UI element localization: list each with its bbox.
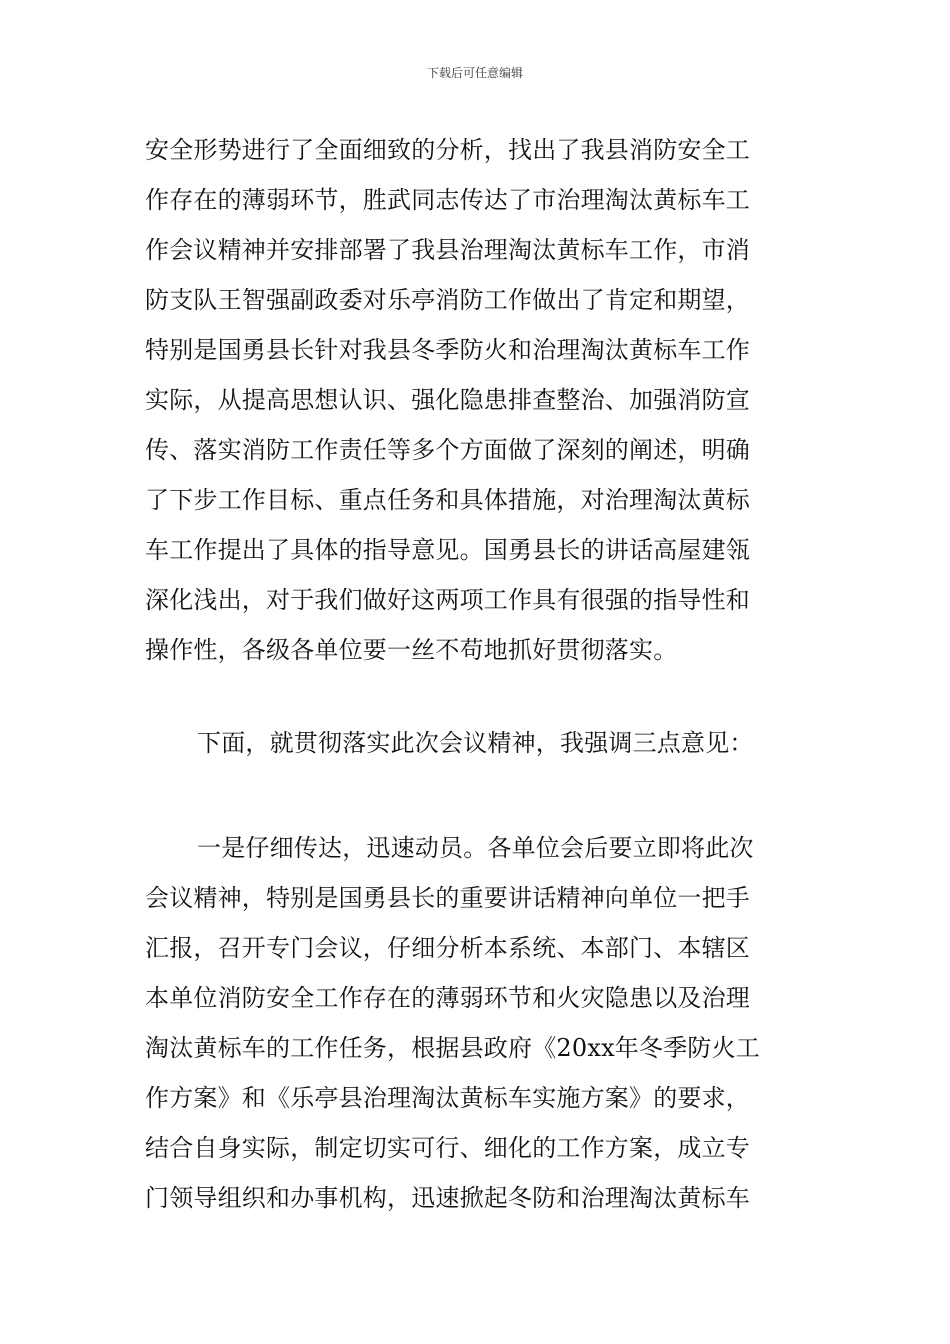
text-line: 传、落实消防工作责任等多个方面做了深刻的阐述，明确 [145,436,750,464]
text-line: 会议精神，特别是国勇县长的重要讲话精神向单位一把手 [145,884,750,912]
text-line: 汇报，召开专门会议，仔细分析本系统、本部门、本辖区 [145,934,750,962]
text-line: 安全形势进行了全面细致的分析，找出了我县消防安全工 [145,136,750,164]
text-line: 门领导组织和办事机构，迅速掀起冬防和治理淘汰黄标车 [145,1184,750,1212]
text-line: 下面，就贯彻落实此次会议精神，我强调三点意见： [197,729,754,757]
text-line: 车工作提出了具体的指导意见。国勇县长的讲话高屋建瓴 [145,536,750,564]
text-line: 实际，从提高思想认识、强化隐患排查整治、加强消防宣 [145,386,750,414]
text-line: 结合自身实际，制定切实可行、细化的工作方案，成立专 [145,1134,750,1162]
text-line: 作方案》和《乐亭县治理淘汰黄标车实施方案》的要求， [145,1084,750,1112]
text-line: 本单位消防安全工作存在的薄弱环节和火灾隐患以及治理 [145,984,750,1012]
text-line: 作会议精神并安排部署了我县治理淘汰黄标车工作，市消 [145,236,750,264]
text-line: 深化浅出，对于我们做好这两项工作具有很强的指导性和 [145,586,750,614]
text-line: 防支队王智强副政委对乐亭消防工作做出了肯定和期望， [145,286,750,314]
text-line: 作存在的薄弱环节，胜武同志传达了市治理淘汰黄标车工 [145,186,750,214]
text-line: 淘汰黄标车的工作任务，根据县政府《20xx年冬季防火工 [145,1034,761,1062]
text-line: 一是仔细传达，迅速动员。各单位会后要立即将此次 [197,834,754,862]
paragraph-1 [145,125,810,675]
text-line: 操作性，各级各单位要一丝不苟地抓好贯彻落实。 [145,636,678,664]
paragraph-3 [145,823,810,1223]
paragraph-2 [145,718,810,768]
text-line: 了下步工作目标、重点任务和具体措施，对治理淘汰黄标 [145,486,750,514]
page-header: 下载后可任意编辑 [426,66,523,80]
text-line: 特别是国勇县长针对我县冬季防火和治理淘汰黄标车工作 [145,336,750,364]
